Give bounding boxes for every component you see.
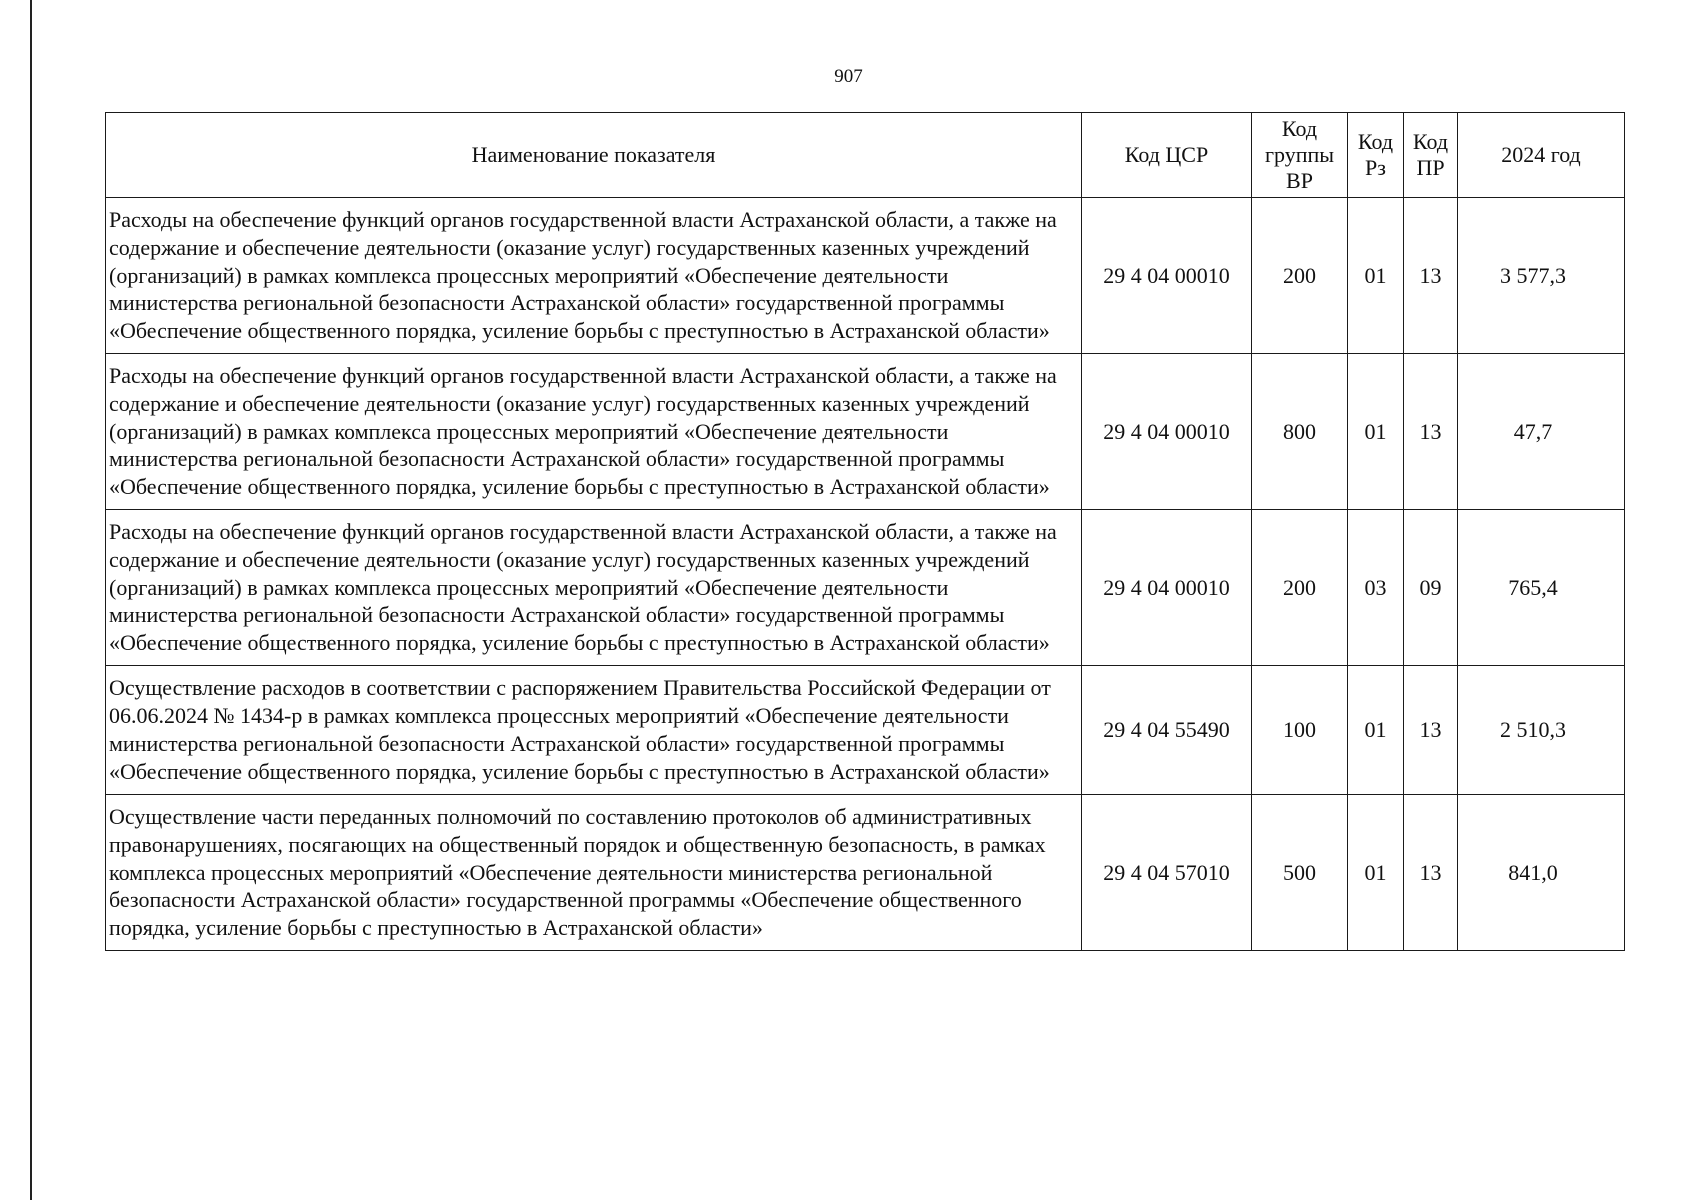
row-csr: 29 4 04 00010 <box>1082 198 1252 354</box>
row-value: 3 577,3 <box>1458 198 1625 354</box>
header-csr: Код ЦСР <box>1082 113 1252 198</box>
row-pr: 13 <box>1404 795 1458 951</box>
row-name: Расходы на обеспечение функций органов государственной власти Астраханской области, а также на содержание и обеспечение деятельности (оказание услуг) государственных казенных учреждений (организаций) в рамках комплекса процессных мероприятий «Обеспечение деятельности министерства региональной безопасности Астраханской области» государственной программы «Обеспечение общественного порядка, усиление борьбы с преступностью в Астраханской области» <box>106 510 1082 666</box>
row-pr: 13 <box>1404 198 1458 354</box>
header-row <box>106 113 1625 198</box>
scan-edge-line <box>30 0 32 1200</box>
table-row <box>106 795 1625 951</box>
header-vr: Код группы ВР <box>1252 113 1348 198</box>
table-header <box>106 113 1625 198</box>
row-rz: 01 <box>1348 198 1404 354</box>
row-value: 2 510,3 <box>1458 666 1625 795</box>
table-row <box>106 198 1625 354</box>
header-pr: Код ПР <box>1404 113 1458 198</box>
row-pr: 09 <box>1404 510 1458 666</box>
row-value: 47,7 <box>1458 354 1625 510</box>
row-csr: 29 4 04 00010 <box>1082 354 1252 510</box>
row-rz: 01 <box>1348 795 1404 951</box>
header-name: Наименование показателя <box>106 113 1082 198</box>
row-value: 765,4 <box>1458 510 1625 666</box>
row-vr: 800 <box>1252 354 1348 510</box>
table-body <box>106 198 1625 951</box>
row-value: 841,0 <box>1458 795 1625 951</box>
table-row <box>106 354 1625 510</box>
row-vr: 500 <box>1252 795 1348 951</box>
row-pr: 13 <box>1404 666 1458 795</box>
row-rz: 01 <box>1348 354 1404 510</box>
row-name: Осуществление расходов в соответствии с распоряжением Правительства Российской Федерации от 06.06.2024 № 1434-р в рамках комплекса процессных мероприятий «Обеспечение деятельности министерства региональной безопасности Астраханской области» государственной программы «Обеспечение общественного порядка, усиление борьбы с преступностью в Астраханской области» <box>106 666 1082 795</box>
page-number: 907 <box>834 66 863 87</box>
budget-table <box>105 112 1625 951</box>
row-csr: 29 4 04 00010 <box>1082 510 1252 666</box>
table-row <box>106 510 1625 666</box>
row-vr: 200 <box>1252 510 1348 666</box>
row-csr: 29 4 04 57010 <box>1082 795 1252 951</box>
row-csr: 29 4 04 55490 <box>1082 666 1252 795</box>
row-rz: 03 <box>1348 510 1404 666</box>
row-pr: 13 <box>1404 354 1458 510</box>
row-name: Расходы на обеспечение функций органов государственной власти Астраханской области, а также на содержание и обеспечение деятельности (оказание услуг) государственных казенных учреждений (организаций) в рамках комплекса процессных мероприятий «Обеспечение деятельности министерства региональной безопасности Астраханской области» государственной программы «Обеспечение общественного порядка, усиление борьбы с преступностью в Астраханской области» <box>106 198 1082 354</box>
row-vr: 200 <box>1252 198 1348 354</box>
row-vr: 100 <box>1252 666 1348 795</box>
table-row <box>106 666 1625 795</box>
header-year: 2024 год <box>1458 113 1625 198</box>
header-rz: Код Рз <box>1348 113 1404 198</box>
row-rz: 01 <box>1348 666 1404 795</box>
row-name: Расходы на обеспечение функций органов государственной власти Астраханской области, а также на содержание и обеспечение деятельности (оказание услуг) государственных казенных учреждений (организаций) в рамках комплекса процессных мероприятий «Обеспечение деятельности министерства региональной безопасности Астраханской области» государственной программы «Обеспечение общественного порядка, усиление борьбы с преступностью в Астраханской области» <box>106 354 1082 510</box>
row-name: Осуществление части переданных полномочий по составлению протоколов об административных правонарушениях, посягающих на общественный порядок и общественную безопасность, в рамках комплекса процессных мероприятий «Обеспечение деятельности министерства региональной безопасности Астраханской области» государственной программы «Обеспечение общественного порядка, усиление борьбы с преступностью в Астраханской области» <box>106 795 1082 951</box>
